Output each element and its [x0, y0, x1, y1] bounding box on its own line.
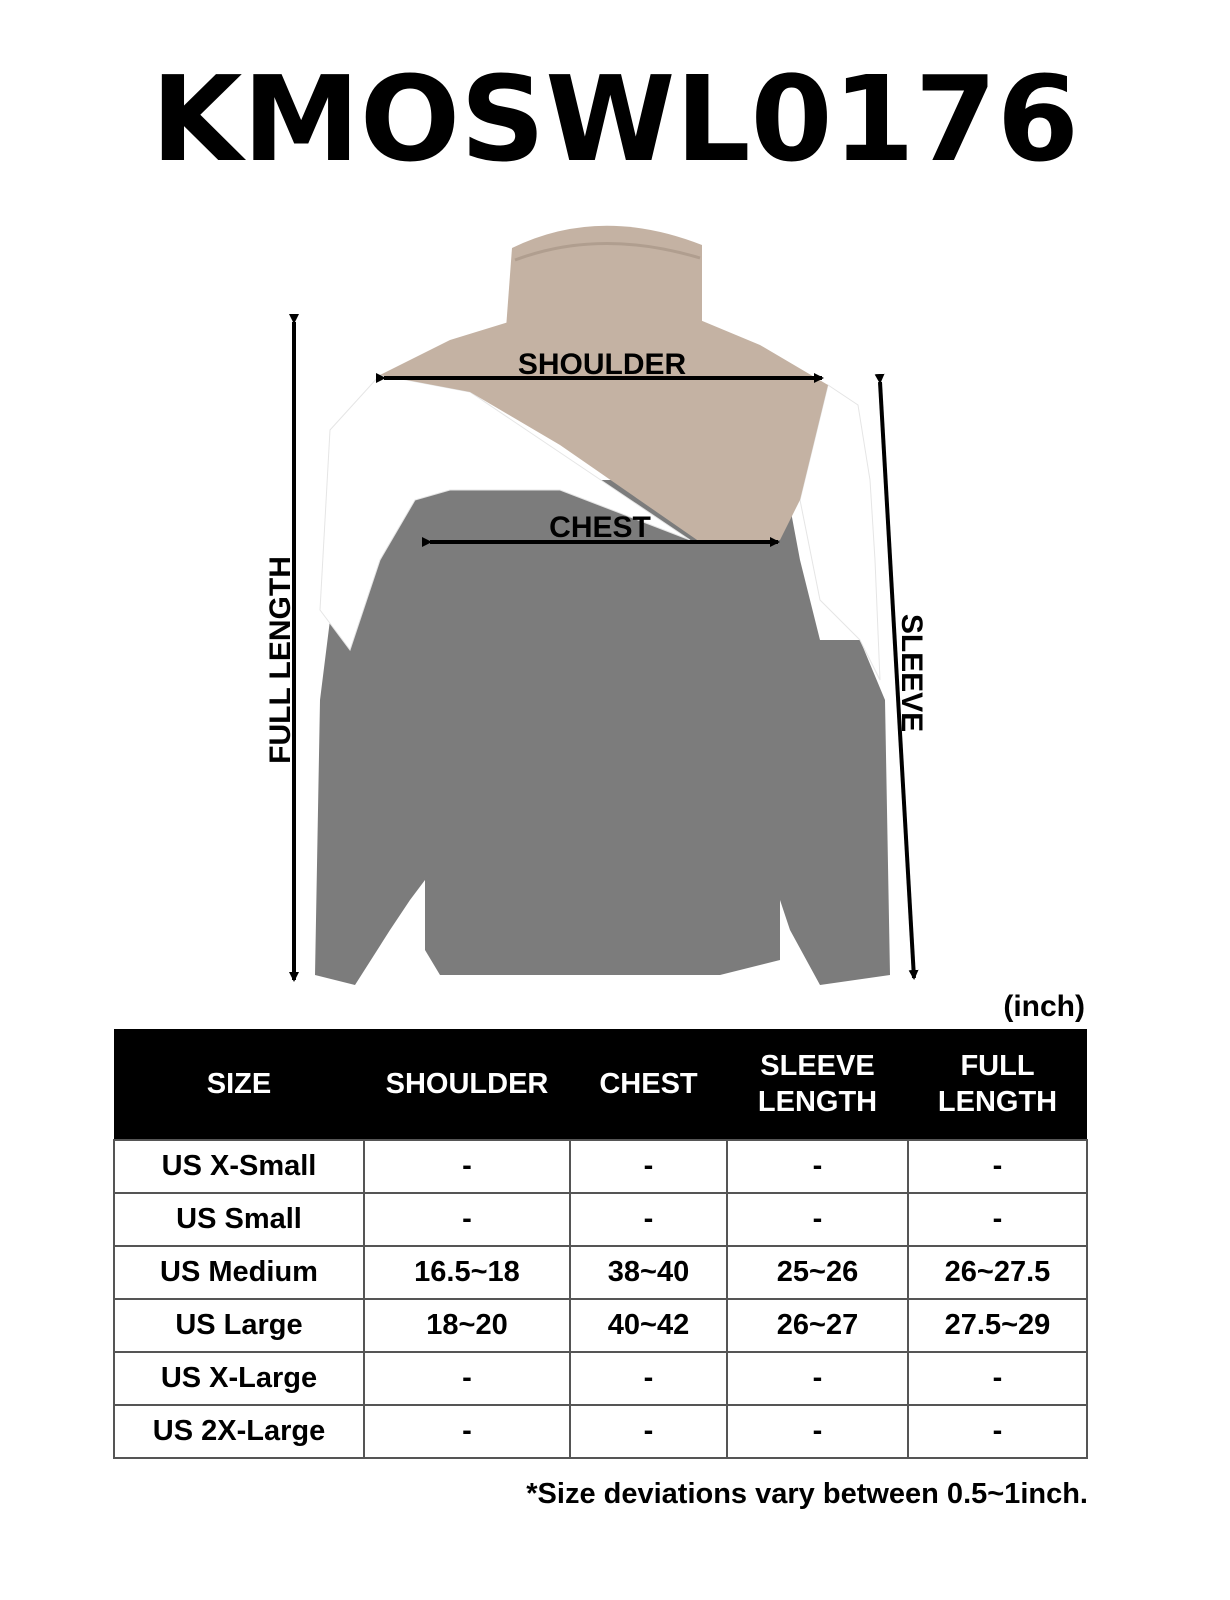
full-length-cell: 26~27.5: [908, 1246, 1087, 1299]
product-code-title: KMOSWL0176: [151, 50, 1079, 188]
size-cell: US Small: [114, 1193, 364, 1246]
shoulder-cell: -: [364, 1140, 570, 1193]
garment-diagram: [0, 200, 1230, 1020]
size-chart-table: [113, 1029, 1088, 1459]
sweater-body: [315, 480, 890, 985]
full-length-cell: -: [908, 1352, 1087, 1405]
full-length-cell: -: [908, 1193, 1087, 1246]
header-chest: CHEST: [570, 1029, 727, 1140]
table-row: [114, 1299, 1087, 1352]
table-row: [114, 1193, 1087, 1246]
chest-cell: -: [570, 1352, 727, 1405]
sleeve-cell: -: [727, 1352, 908, 1405]
chest-label: CHEST: [549, 511, 651, 544]
turtleneck-collar: [505, 226, 702, 358]
table-row: [114, 1246, 1087, 1299]
chest-cell: 40~42: [570, 1299, 727, 1352]
size-cell: US Large: [114, 1299, 364, 1352]
table-row: [114, 1140, 1087, 1193]
table-header-row: [114, 1029, 1087, 1140]
shoulder-cell: -: [364, 1193, 570, 1246]
header-full-length: [908, 1029, 1087, 1140]
unit-label: (inch): [1003, 990, 1085, 1023]
full-length-cell: -: [908, 1405, 1087, 1458]
size-cell: US X-Small: [114, 1140, 364, 1193]
size-cell: US X-Large: [114, 1352, 364, 1405]
table-row: [114, 1405, 1087, 1458]
shoulder-cell: -: [364, 1405, 570, 1458]
size-deviation-note: *Size deviations vary between 0.5~1inch.: [526, 1478, 1088, 1510]
shoulder-label: SHOULDER: [517, 348, 687, 381]
sleeve-cell: 26~27: [727, 1299, 908, 1352]
sleeve-cell: -: [727, 1193, 908, 1246]
sweater-illustration: [0, 200, 1230, 1020]
shoulder-cell: -: [364, 1352, 570, 1405]
sleeve-label: SLEEVE: [895, 613, 928, 733]
header-sleeve-length: [727, 1029, 908, 1140]
chest-cell: -: [570, 1193, 727, 1246]
header-sleeve-length-text: SLEEVE LENGTH: [757, 1049, 878, 1118]
sleeve-cell: -: [727, 1405, 908, 1458]
sleeve-cell: -: [727, 1140, 908, 1193]
full-length-cell: -: [908, 1140, 1087, 1193]
chest-cell: -: [570, 1140, 727, 1193]
shoulder-cell: 16.5~18: [364, 1246, 570, 1299]
table-row: [114, 1352, 1087, 1405]
size-cell: US 2X-Large: [114, 1405, 364, 1458]
shoulder-cell: 18~20: [364, 1299, 570, 1352]
full-length-label: FULL LENGTH: [264, 556, 297, 764]
header-full-length-text: FULL LENGTH: [937, 1049, 1058, 1118]
chest-cell: -: [570, 1405, 727, 1458]
sleeve-cell: 25~26: [727, 1246, 908, 1299]
size-cell: US Medium: [114, 1246, 364, 1299]
chest-cell: 38~40: [570, 1246, 727, 1299]
header-size: SIZE: [114, 1029, 364, 1140]
full-length-cell: 27.5~29: [908, 1299, 1087, 1352]
header-shoulder: SHOULDER: [364, 1029, 570, 1140]
